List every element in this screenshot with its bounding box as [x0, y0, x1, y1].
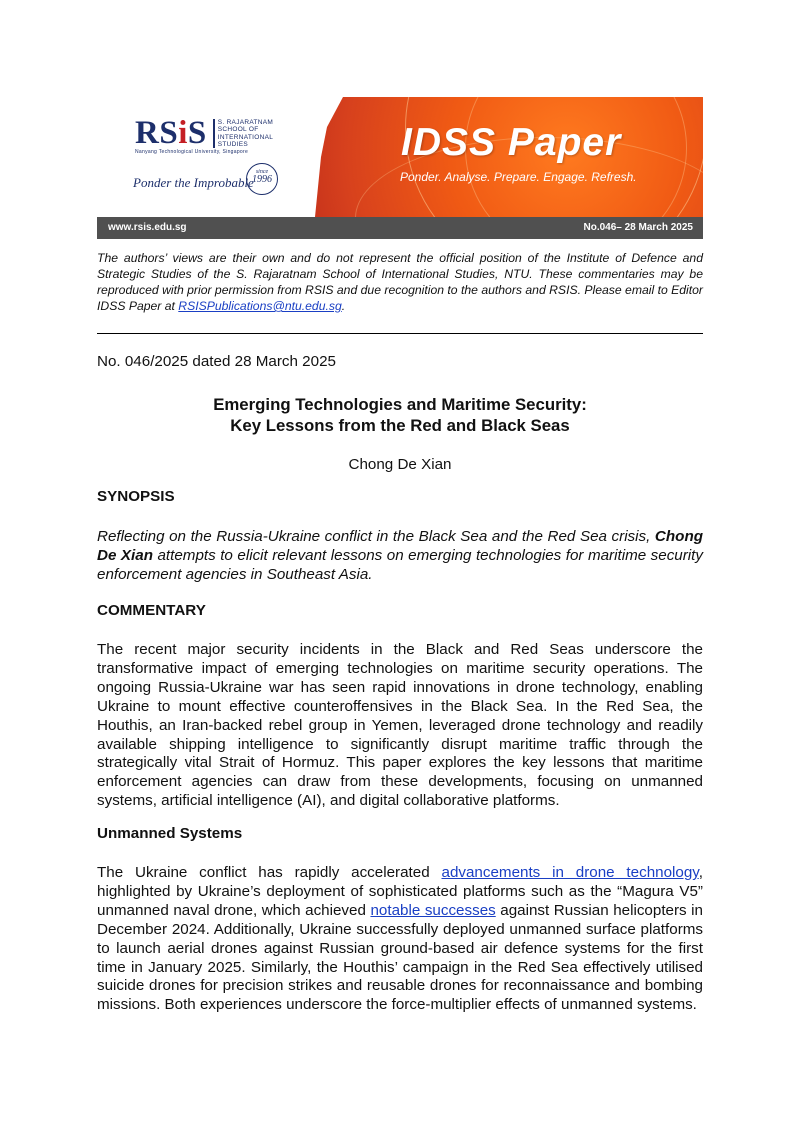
unmanned-systems-heading: Unmanned Systems [97, 825, 243, 842]
motto: Ponder the Improbable [133, 175, 254, 190]
drone-technology-link[interactable]: advancements in drone technology [441, 864, 699, 881]
disclaimer: The authors’ views are their own and do not represent the official position of the Institute of Defence and Strategic Studies of the S. Rajaratnam School of International Studies, NTU. These commentaries may be reproduced with prior permission from RSIS and due recognition to the authors and RSIS. Please email to Editor IDSS Paper at RSISPublications@ntu.edu.sg. [97, 251, 703, 313]
ntu-line: Nanyang Technological University, Singapore [135, 149, 249, 155]
commentary-paragraph: The recent major security incidents in the Black and Red Seas underscore the transformative impact of emerging technologies on maritime security operations. The ongoing Russia-Ukraine war has seen rapid innovations in drone technology, enabling Ukraine to mount effective counteroffensives in the Black Sea. In the Red Sea, the Houthis, an Iran-backed rebel group in Yemen, leveraged drone technology and readily available shipping intelligence to significantly disrupt maritime traffic through the strategically vital Strait of Hormuz. This paper explores the key lessons that maritime enforcement agencies can draw from these developments, focusing on unmanned systems, artificial intelligence (AI), and digital collaborative platforms. [97, 641, 703, 810]
article-author: Chong De Xian [348, 456, 452, 473]
info-bar [97, 217, 703, 239]
article-title: Emerging Technologies and Maritime Security: Key Lessons from the Red and Black Seas [213, 395, 587, 435]
unmanned-systems-paragraph: The Ukraine conflict has rapidly accelerated advancements in drone technology, highlighted by Ukraine’s deployment of sophisticated platforms such as the “Magura V5” unmanned naval drone, which achieved notable successes against Russian helicopters in December 2024. Additionally, Ukraine successfully deployed unmanned surface platforms to launch aerial drones against Russian ground-based air defence systems for the first time in January 2025. Similarly, the Houthis’ campaign in the Red Sea effectively utilised suicide drones for precision strikes and reusable drones for reconnaissance and bombing missions. Both experiences underscore the force-multiplier effects of unmanned systems. [97, 864, 703, 1014]
divider [97, 333, 703, 334]
idss-banner [97, 97, 703, 217]
issue-dated: No. 046/2025 dated 28 March 2025 [97, 353, 336, 370]
school-name: S. RAJARATNAM SCHOOL OF INTERNATIONAL STUDIES [213, 119, 273, 149]
paper-series-title: IDSS Paper [401, 121, 622, 164]
rsis-wordmark: RSiS [135, 115, 207, 151]
issue-number: No.046– 28 March 2025 [583, 222, 693, 233]
synopsis-paragraph: Reflecting on the Russia-Ukraine conflict in the Black Sea and the Red Sea crisis, Chong De Xian attempts to elicit relevant lessons on emerging technologies for maritime security enforcement agencies in Southeast Asia. [97, 528, 703, 583]
since-1996-seal: since 1996 [246, 163, 278, 195]
commentary-heading: COMMENTARY [97, 602, 206, 619]
editor-email-link[interactable]: RSISPublications@ntu.edu.sg [178, 299, 342, 313]
rsis-logo [135, 115, 273, 152]
tagline: Ponder. Analyse. Prepare. Engage. Refresh. [400, 170, 637, 184]
notable-successes-link[interactable]: notable successes [370, 901, 496, 919]
synopsis-heading: SYNOPSIS [97, 488, 175, 505]
website-link[interactable]: www.rsis.edu.sg [108, 222, 187, 233]
